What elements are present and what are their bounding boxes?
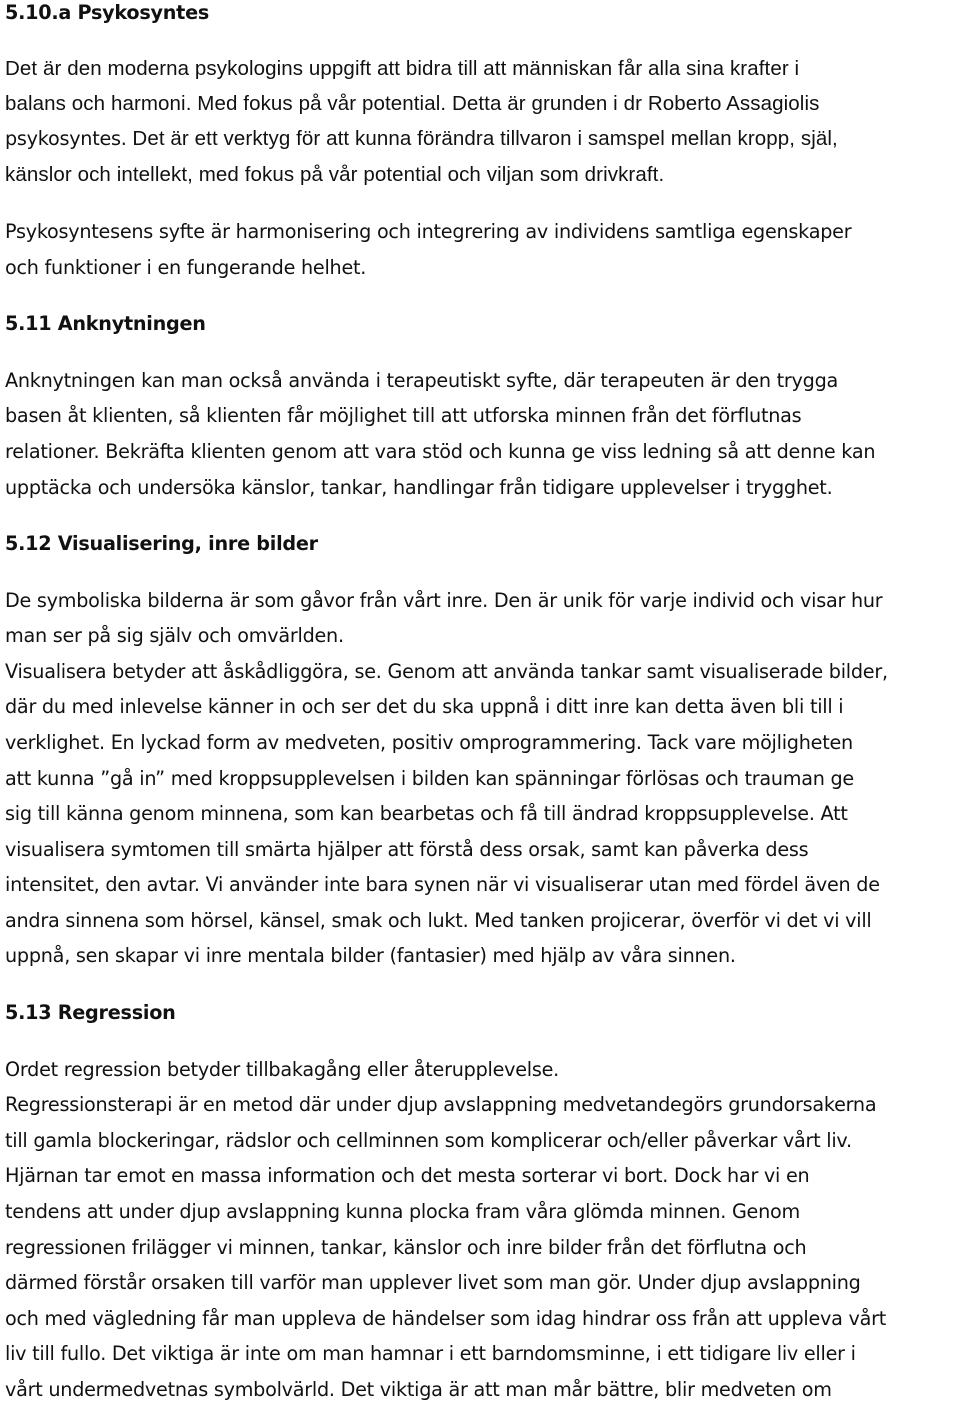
- paragraph-line: upptäcka och undersöka känslor, tankar, handlingar från tidigare upplevelser i trygghet.: [5, 476, 833, 499]
- paragraph-line: därmed förstår orsaken till varför man upplever livet som man gör. Under djup avslappning: [5, 1271, 861, 1294]
- paragraph-line: andra sinnena som hörsel, känsel, smak och lukt. Med tanken projicerar, överför vi det vi vill: [5, 909, 872, 932]
- paragraph-line: intensitet, den avtar. Vi använder inte bara synen när vi visualiserar utan med fördel även de: [5, 873, 880, 896]
- paragraph-line: verklighet. En lyckad form av medveten, positiv omprogrammering. Tack vare möjligheten: [5, 731, 853, 754]
- paragraph-line: Det är den moderna psykologins uppgift att bidra till att människan får alla sina krafter i: [5, 57, 800, 80]
- heading-visualisering: 5.12 Visualisering, inre bilder: [5, 532, 318, 555]
- paragraph-line: och med vägledning får man uppleva de händelser som idag hindrar oss från att uppleva vårt: [5, 1307, 887, 1330]
- paragraph-line: där du med inlevelse känner in och ser det du ska uppnå i ditt inre kan detta även bli till i: [5, 695, 844, 718]
- heading-anknytningen: 5.11 Anknytningen: [5, 312, 206, 335]
- paragraph-line-part: Det är ett verktyg för att kunna förändra tillvaron i samspel mellan kropp, själ,: [126, 127, 838, 150]
- paragraph-line: basen åt klienten, så klienten får möjlighet till att utforska minnen från det förflutnas: [5, 404, 802, 427]
- paragraph-line: och funktioner i en fungerande helhet.: [5, 256, 367, 279]
- paragraph-line: till gamla blockeringar, rädslor och cellminnen som komplicerar och/eller påverkar vårt liv.: [5, 1129, 852, 1152]
- paragraph-line: regressionen frilägger vi minnen, tankar, känslor och inre bilder från det förflutna och: [5, 1236, 807, 1259]
- paragraph-line: vårt undermedvetnas symbolvärld. Det viktiga är att man mår bättre, blir medveten om: [5, 1378, 832, 1401]
- paragraph-line: sig till känna genom minnena, som kan bearbetas och få till ändrad kroppsupplevelse. Att: [5, 802, 848, 825]
- heading-regression: 5.13 Regression: [5, 1001, 176, 1024]
- paragraph-line: Anknytningen kan man också använda i terapeutiskt syfte, där terapeuten är den trygga: [5, 369, 839, 392]
- paragraph-line: Ordet regression betyder tillbakagång eller återupplevelse.: [5, 1058, 560, 1081]
- heading-psykosyntes: 5.10.a Psykosyntes: [5, 1, 210, 24]
- paragraph-line: visualisera symtomen till smärta hjälper att förstå dess orsak, samt kan påverka dess: [5, 838, 809, 861]
- paragraph-line: Psykosyntesens syfte är harmonisering och integrering av individens samtliga egenskaper: [5, 220, 852, 243]
- paragraph-line: liv till fullo. Det viktiga är inte om man hamnar i ett barndomsminne, i ett tidigare liv eller i: [5, 1342, 856, 1365]
- paragraph-line-part: psykosyntes.: [5, 127, 127, 150]
- paragraph-line: känslor och intellekt, med fokus på vår potential och viljan som drivkraft.: [5, 163, 665, 186]
- paragraph-line: Regressionsterapi är en metod där under djup avslappning medvetandegörs grundorsakerna: [5, 1093, 877, 1116]
- paragraph-line: Hjärnan tar emot en massa information och det mesta sorterar vi bort. Dock har vi en: [5, 1164, 810, 1187]
- paragraph-line: att kunna ”gå in” med kroppsupplevelsen i bilden kan spänningar förlösas och trauman ge: [5, 767, 854, 790]
- paragraph-line: relationer. Bekräfta klienten genom att vara stöd och kunna ge viss ledning så att denne kan: [5, 440, 876, 463]
- paragraph-line: uppnå, sen skapar vi inre mentala bilder (fantasier) med hjälp av våra sinnen.: [5, 944, 736, 967]
- paragraph-line: [5, 127, 838, 151]
- paragraph-line: De symboliska bilderna är som gåvor från vårt inre. Den är unik för varje individ och visar hur: [5, 589, 883, 612]
- paragraph-line: Visualisera betyder att åskådliggöra, se. Genom att använda tankar samt visualiserade bilder,: [5, 660, 888, 683]
- paragraph-line: man ser på sig själv och omvärlden.: [5, 624, 344, 647]
- paragraph-line: balans och harmoni. Med fokus på vår potential. Detta är grunden i dr Roberto Assagiolis: [5, 92, 820, 115]
- paragraph-line: tendens att under djup avslappning kunna plocka fram våra glömda minnen. Genom: [5, 1200, 800, 1223]
